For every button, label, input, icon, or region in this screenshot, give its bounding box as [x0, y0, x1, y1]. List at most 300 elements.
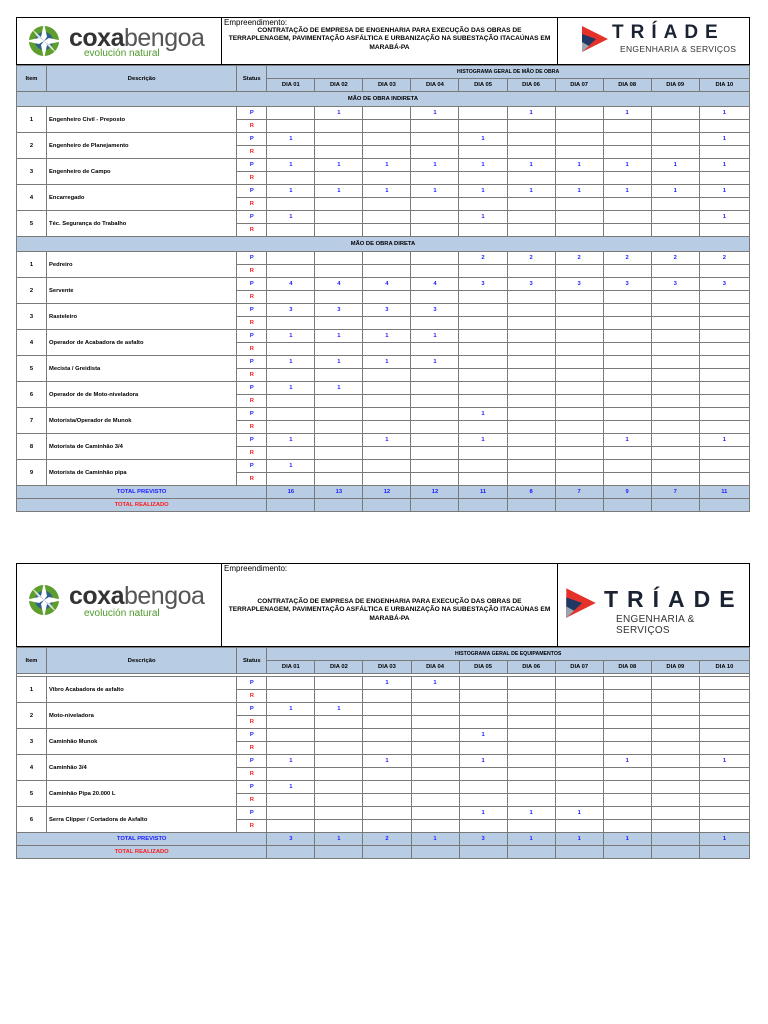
item-description: Engenheiro de Planejamento [47, 133, 237, 159]
status-realized: R [237, 291, 267, 304]
realized-value [699, 716, 749, 729]
total-previsto-value: 1 [603, 833, 651, 846]
realized-value [699, 343, 749, 356]
realized-value [315, 395, 363, 408]
realized-value [651, 768, 699, 781]
planned-value [363, 729, 411, 742]
total-realizado-value [459, 846, 507, 859]
realized-value [699, 421, 749, 434]
planned-value [315, 460, 363, 473]
planned-value [363, 382, 411, 395]
planned-value [267, 807, 315, 820]
item-description: Serra Clipper / Cortadora de Asfalto [47, 807, 237, 833]
total-realizado-value [603, 499, 651, 512]
planned-value: 1 [363, 677, 411, 690]
realized-value [603, 820, 651, 833]
planned-value: 3 [459, 278, 507, 291]
total-realizado-value [363, 846, 411, 859]
realized-value [411, 820, 459, 833]
planned-value [315, 807, 363, 820]
planned-value [459, 304, 507, 317]
realized-value [315, 716, 363, 729]
planned-value: 3 [267, 304, 315, 317]
item-number: 1 [17, 107, 47, 133]
realized-value [603, 447, 651, 460]
status-realized: R [237, 369, 267, 382]
realized-value [267, 794, 315, 807]
planned-value [699, 330, 749, 343]
status-planned: P [237, 755, 267, 768]
logo-tagline: evolución natural [84, 48, 160, 59]
item-description: Pedreiro [47, 252, 237, 278]
realized-value [555, 768, 603, 781]
realized-value [507, 172, 555, 185]
status-planned: P [237, 185, 267, 198]
realized-value [411, 369, 459, 382]
planned-value: 1 [267, 703, 315, 716]
realized-value [363, 120, 411, 133]
realized-value [267, 343, 315, 356]
planned-value [411, 703, 459, 716]
day-header: DIA 09 [651, 79, 699, 92]
item-number: 2 [17, 278, 47, 304]
realized-value [267, 317, 315, 330]
realized-value [507, 265, 555, 278]
status-realized: R [237, 421, 267, 434]
realized-value [315, 742, 363, 755]
realized-value [555, 265, 603, 278]
realized-value [267, 395, 315, 408]
item-number: 5 [17, 781, 47, 807]
realized-value [363, 198, 411, 211]
table-row [17, 133, 750, 146]
item-number: 9 [17, 460, 47, 486]
status-planned: P [237, 677, 267, 690]
planned-value [363, 807, 411, 820]
realized-value [507, 317, 555, 330]
planned-value [267, 107, 315, 120]
realized-value [411, 473, 459, 486]
total-realizado-value [411, 846, 459, 859]
item-description: Motorista de Caminhão pipa [47, 460, 237, 486]
realized-value [603, 794, 651, 807]
realized-value [651, 146, 699, 159]
planned-value [411, 434, 459, 447]
empreendimento-label: Empreendimento: [224, 18, 288, 27]
descricao-header: Descrição [47, 66, 237, 92]
planned-value: 1 [699, 755, 749, 768]
realized-value [699, 820, 749, 833]
realized-value [459, 291, 507, 304]
realized-value [651, 265, 699, 278]
item-number: 7 [17, 408, 47, 434]
status-planned: P [237, 460, 267, 473]
planned-value: 1 [459, 807, 507, 820]
realized-value [363, 395, 411, 408]
item-number: 2 [17, 133, 47, 159]
realized-value [411, 716, 459, 729]
labor-table [16, 65, 750, 512]
realized-value [651, 291, 699, 304]
realized-value [555, 343, 603, 356]
table-row [17, 252, 750, 265]
realized-value [555, 742, 603, 755]
planned-value: 1 [507, 107, 555, 120]
item-description: Téc. Segurança do Trabalho [47, 211, 237, 237]
logo-text: coxa [69, 582, 124, 610]
planned-value: 1 [267, 460, 315, 473]
planned-value: 1 [267, 356, 315, 369]
day-header: DIA 06 [507, 661, 555, 674]
planned-value: 1 [363, 159, 411, 172]
realized-value [555, 291, 603, 304]
status-planned: P [237, 434, 267, 447]
realized-value [459, 395, 507, 408]
planned-value: 1 [315, 330, 363, 343]
planned-value [603, 460, 651, 473]
table-row [17, 330, 750, 343]
status-planned: P [237, 304, 267, 317]
planned-value [267, 677, 315, 690]
realized-value [699, 447, 749, 460]
planned-value: 1 [555, 807, 603, 820]
logo-tagline: evolución natural [84, 608, 160, 619]
realized-value [555, 198, 603, 211]
planned-value [411, 755, 459, 768]
item-description: Encarregado [47, 185, 237, 211]
table-row [17, 382, 750, 395]
status-planned: P [237, 159, 267, 172]
planned-value [363, 703, 411, 716]
realized-value [315, 343, 363, 356]
planned-value [603, 408, 651, 421]
planned-value [411, 252, 459, 265]
planned-value [555, 382, 603, 395]
realized-value [411, 120, 459, 133]
realized-value [315, 794, 363, 807]
triade-logo-text: TRÍADE [612, 22, 725, 43]
planned-value [699, 304, 749, 317]
day-header: DIA 07 [555, 79, 603, 92]
equipment-histogram-sheet [16, 563, 750, 859]
realized-value [507, 120, 555, 133]
planned-value: 1 [411, 185, 459, 198]
day-header: DIA 01 [267, 79, 315, 92]
realized-value [651, 120, 699, 133]
table-row [17, 211, 750, 224]
planned-value [459, 382, 507, 395]
realized-value [315, 172, 363, 185]
realized-value [267, 224, 315, 237]
realized-value [555, 690, 603, 703]
total-previsto-row [17, 833, 750, 846]
total-previsto-row [17, 486, 750, 499]
realized-value [603, 120, 651, 133]
status-planned: P [237, 252, 267, 265]
planned-value [459, 703, 507, 716]
total-previsto-value: 1 [315, 833, 363, 846]
total-previsto-value: 7 [555, 486, 603, 499]
realized-value [603, 690, 651, 703]
status-realized: R [237, 820, 267, 833]
planned-value: 4 [267, 278, 315, 291]
planned-value [603, 356, 651, 369]
planned-value: 1 [411, 356, 459, 369]
realized-value [267, 265, 315, 278]
realized-value [315, 265, 363, 278]
planned-value: 4 [363, 278, 411, 291]
planned-value [363, 460, 411, 473]
realized-value [267, 473, 315, 486]
planned-value [507, 356, 555, 369]
planned-value [315, 211, 363, 224]
item-description: Engenheiro de Campo [47, 159, 237, 185]
realized-value [315, 369, 363, 382]
planned-value: 1 [267, 185, 315, 198]
globe-logo-icon [23, 580, 65, 620]
planned-value: 1 [555, 159, 603, 172]
planned-value: 3 [651, 278, 699, 291]
planned-value [651, 703, 699, 716]
realized-value [651, 317, 699, 330]
realized-value [267, 421, 315, 434]
planned-value [555, 330, 603, 343]
realized-value [315, 768, 363, 781]
table-row [17, 703, 750, 716]
total-realizado-value [651, 499, 699, 512]
realized-value [459, 473, 507, 486]
status-realized: R [237, 172, 267, 185]
realized-value [555, 120, 603, 133]
realized-value [555, 369, 603, 382]
realized-value [267, 198, 315, 211]
total-realizado-value [651, 846, 699, 859]
total-previsto-value: 11 [459, 486, 507, 499]
total-realizado-value [699, 499, 749, 512]
realized-value [699, 146, 749, 159]
planned-value: 1 [459, 408, 507, 421]
planned-value [267, 252, 315, 265]
planned-value: 1 [315, 185, 363, 198]
item-description: Engenheiro Civil - Preposto [47, 107, 237, 133]
planned-value [459, 781, 507, 794]
realized-value [603, 172, 651, 185]
status-planned: P [237, 382, 267, 395]
planned-value [315, 781, 363, 794]
realized-value [411, 291, 459, 304]
realized-value [411, 768, 459, 781]
planned-value: 1 [459, 729, 507, 742]
realized-value [699, 265, 749, 278]
item-number: 6 [17, 382, 47, 408]
planned-value: 3 [603, 278, 651, 291]
day-header: DIA 03 [363, 79, 411, 92]
planned-value [555, 133, 603, 146]
status-planned: P [237, 703, 267, 716]
realized-value [507, 473, 555, 486]
planned-value [651, 781, 699, 794]
planned-value [411, 408, 459, 421]
triade-arrow-icon [564, 586, 598, 620]
realized-value [507, 421, 555, 434]
section-title: MÃO DE OBRA DIRETA [17, 237, 750, 252]
total-realizado-label: TOTAL REALIZADO [17, 499, 267, 512]
realized-value [651, 224, 699, 237]
planned-value [411, 781, 459, 794]
planned-value: 2 [555, 252, 603, 265]
realized-value [411, 421, 459, 434]
realized-value [411, 172, 459, 185]
item-description: Operador de Acabadora de asfalto [47, 330, 237, 356]
planned-value: 3 [363, 304, 411, 317]
item-number: 4 [17, 185, 47, 211]
realized-value [363, 768, 411, 781]
planned-value: 1 [411, 677, 459, 690]
realized-value [363, 716, 411, 729]
item-number: 4 [17, 330, 47, 356]
realized-value [699, 120, 749, 133]
realized-value [459, 690, 507, 703]
realized-value [603, 716, 651, 729]
item-description: Mecista / Greidista [47, 356, 237, 382]
status-header: Status [237, 66, 267, 92]
realized-value [555, 794, 603, 807]
realized-value [363, 820, 411, 833]
status-realized: R [237, 742, 267, 755]
planned-value [555, 703, 603, 716]
item-header: Item [17, 648, 47, 674]
realized-value [459, 742, 507, 755]
realized-value [507, 395, 555, 408]
planned-value: 1 [459, 159, 507, 172]
realized-value [603, 224, 651, 237]
realized-value [315, 146, 363, 159]
planned-value: 1 [603, 185, 651, 198]
project-info [222, 18, 558, 64]
planned-value: 2 [651, 252, 699, 265]
planned-value [315, 755, 363, 768]
planned-value [651, 356, 699, 369]
planned-value: 4 [315, 278, 363, 291]
total-previsto-value: 12 [411, 486, 459, 499]
total-realizado-value [459, 499, 507, 512]
status-realized: R [237, 146, 267, 159]
planned-value: 3 [507, 278, 555, 291]
realized-value [555, 224, 603, 237]
realized-value [315, 421, 363, 434]
item-description: Vibro Acabadora de asfalto [47, 677, 237, 703]
planned-value: 1 [411, 107, 459, 120]
realized-value [699, 473, 749, 486]
total-previsto-value: 11 [699, 486, 749, 499]
realized-value [459, 768, 507, 781]
planned-value [507, 729, 555, 742]
status-realized: R [237, 473, 267, 486]
planned-value [411, 807, 459, 820]
planned-value [459, 330, 507, 343]
planned-value [315, 677, 363, 690]
planned-value [699, 408, 749, 421]
planned-value: 2 [603, 252, 651, 265]
realized-value [267, 120, 315, 133]
planned-value: 4 [411, 278, 459, 291]
realized-value [267, 742, 315, 755]
sheet-header [16, 563, 750, 647]
planned-value [411, 460, 459, 473]
realized-value [603, 473, 651, 486]
planned-value [363, 133, 411, 146]
realized-value [699, 768, 749, 781]
planned-value: 1 [315, 382, 363, 395]
planned-value: 1 [459, 434, 507, 447]
item-description: Servente [47, 278, 237, 304]
planned-value: 1 [507, 807, 555, 820]
planned-value [651, 330, 699, 343]
planned-value: 1 [603, 159, 651, 172]
planned-value: 1 [651, 159, 699, 172]
project-title: CONTRATAÇÃO DE EMPRESA DE ENGENHARIA PARA EXECUÇÃO DAS OBRAS DE TERRAPLENAGEM, PAVIMENTAÇÃO ASFÁLTICA E URBANIZAÇÃO NA SUBESTAÇÃO ITACAÚNAS EM MARABÁ-PA [228, 27, 551, 51]
planned-value [555, 460, 603, 473]
realized-value [699, 224, 749, 237]
realized-value [363, 447, 411, 460]
planned-value [699, 781, 749, 794]
realized-value [363, 224, 411, 237]
day-header: DIA 08 [603, 79, 651, 92]
planned-value: 1 [555, 185, 603, 198]
planned-value [555, 755, 603, 768]
section-title: MÃO DE OBRA INDIRETA [17, 92, 750, 107]
item-description: Motorista de Caminhão 3/4 [47, 434, 237, 460]
realized-value [363, 343, 411, 356]
planned-value [363, 781, 411, 794]
planned-value: 3 [699, 278, 749, 291]
planned-value [507, 211, 555, 224]
realized-value [363, 794, 411, 807]
planned-value: 1 [507, 185, 555, 198]
realized-value [459, 198, 507, 211]
status-planned: P [237, 133, 267, 146]
realized-value [411, 146, 459, 159]
planned-value [603, 807, 651, 820]
section-row [17, 92, 750, 107]
planned-value [699, 703, 749, 716]
realized-value [267, 716, 315, 729]
planned-value: 1 [603, 755, 651, 768]
realized-value [411, 742, 459, 755]
logo-text-suffix: bengoa [123, 24, 205, 52]
triade-logo [558, 18, 749, 64]
total-realizado-value [315, 846, 363, 859]
total-previsto-value: 8 [507, 486, 555, 499]
planned-value [555, 304, 603, 317]
triade-logo [558, 564, 749, 646]
item-description: Caminhão Pipa 20.000 L [47, 781, 237, 807]
status-realized: R [237, 794, 267, 807]
day-header: DIA 04 [411, 79, 459, 92]
item-description: Caminhão 3/4 [47, 755, 237, 781]
planned-value: 1 [363, 185, 411, 198]
planned-value [507, 755, 555, 768]
total-previsto-value: 1 [699, 833, 749, 846]
table-row [17, 677, 750, 690]
status-planned: P [237, 356, 267, 369]
realized-value [651, 716, 699, 729]
realized-value [651, 447, 699, 460]
planned-value: 1 [267, 755, 315, 768]
realized-value [603, 291, 651, 304]
total-previsto-label: TOTAL PREVISTO [17, 486, 267, 499]
planned-value [555, 107, 603, 120]
